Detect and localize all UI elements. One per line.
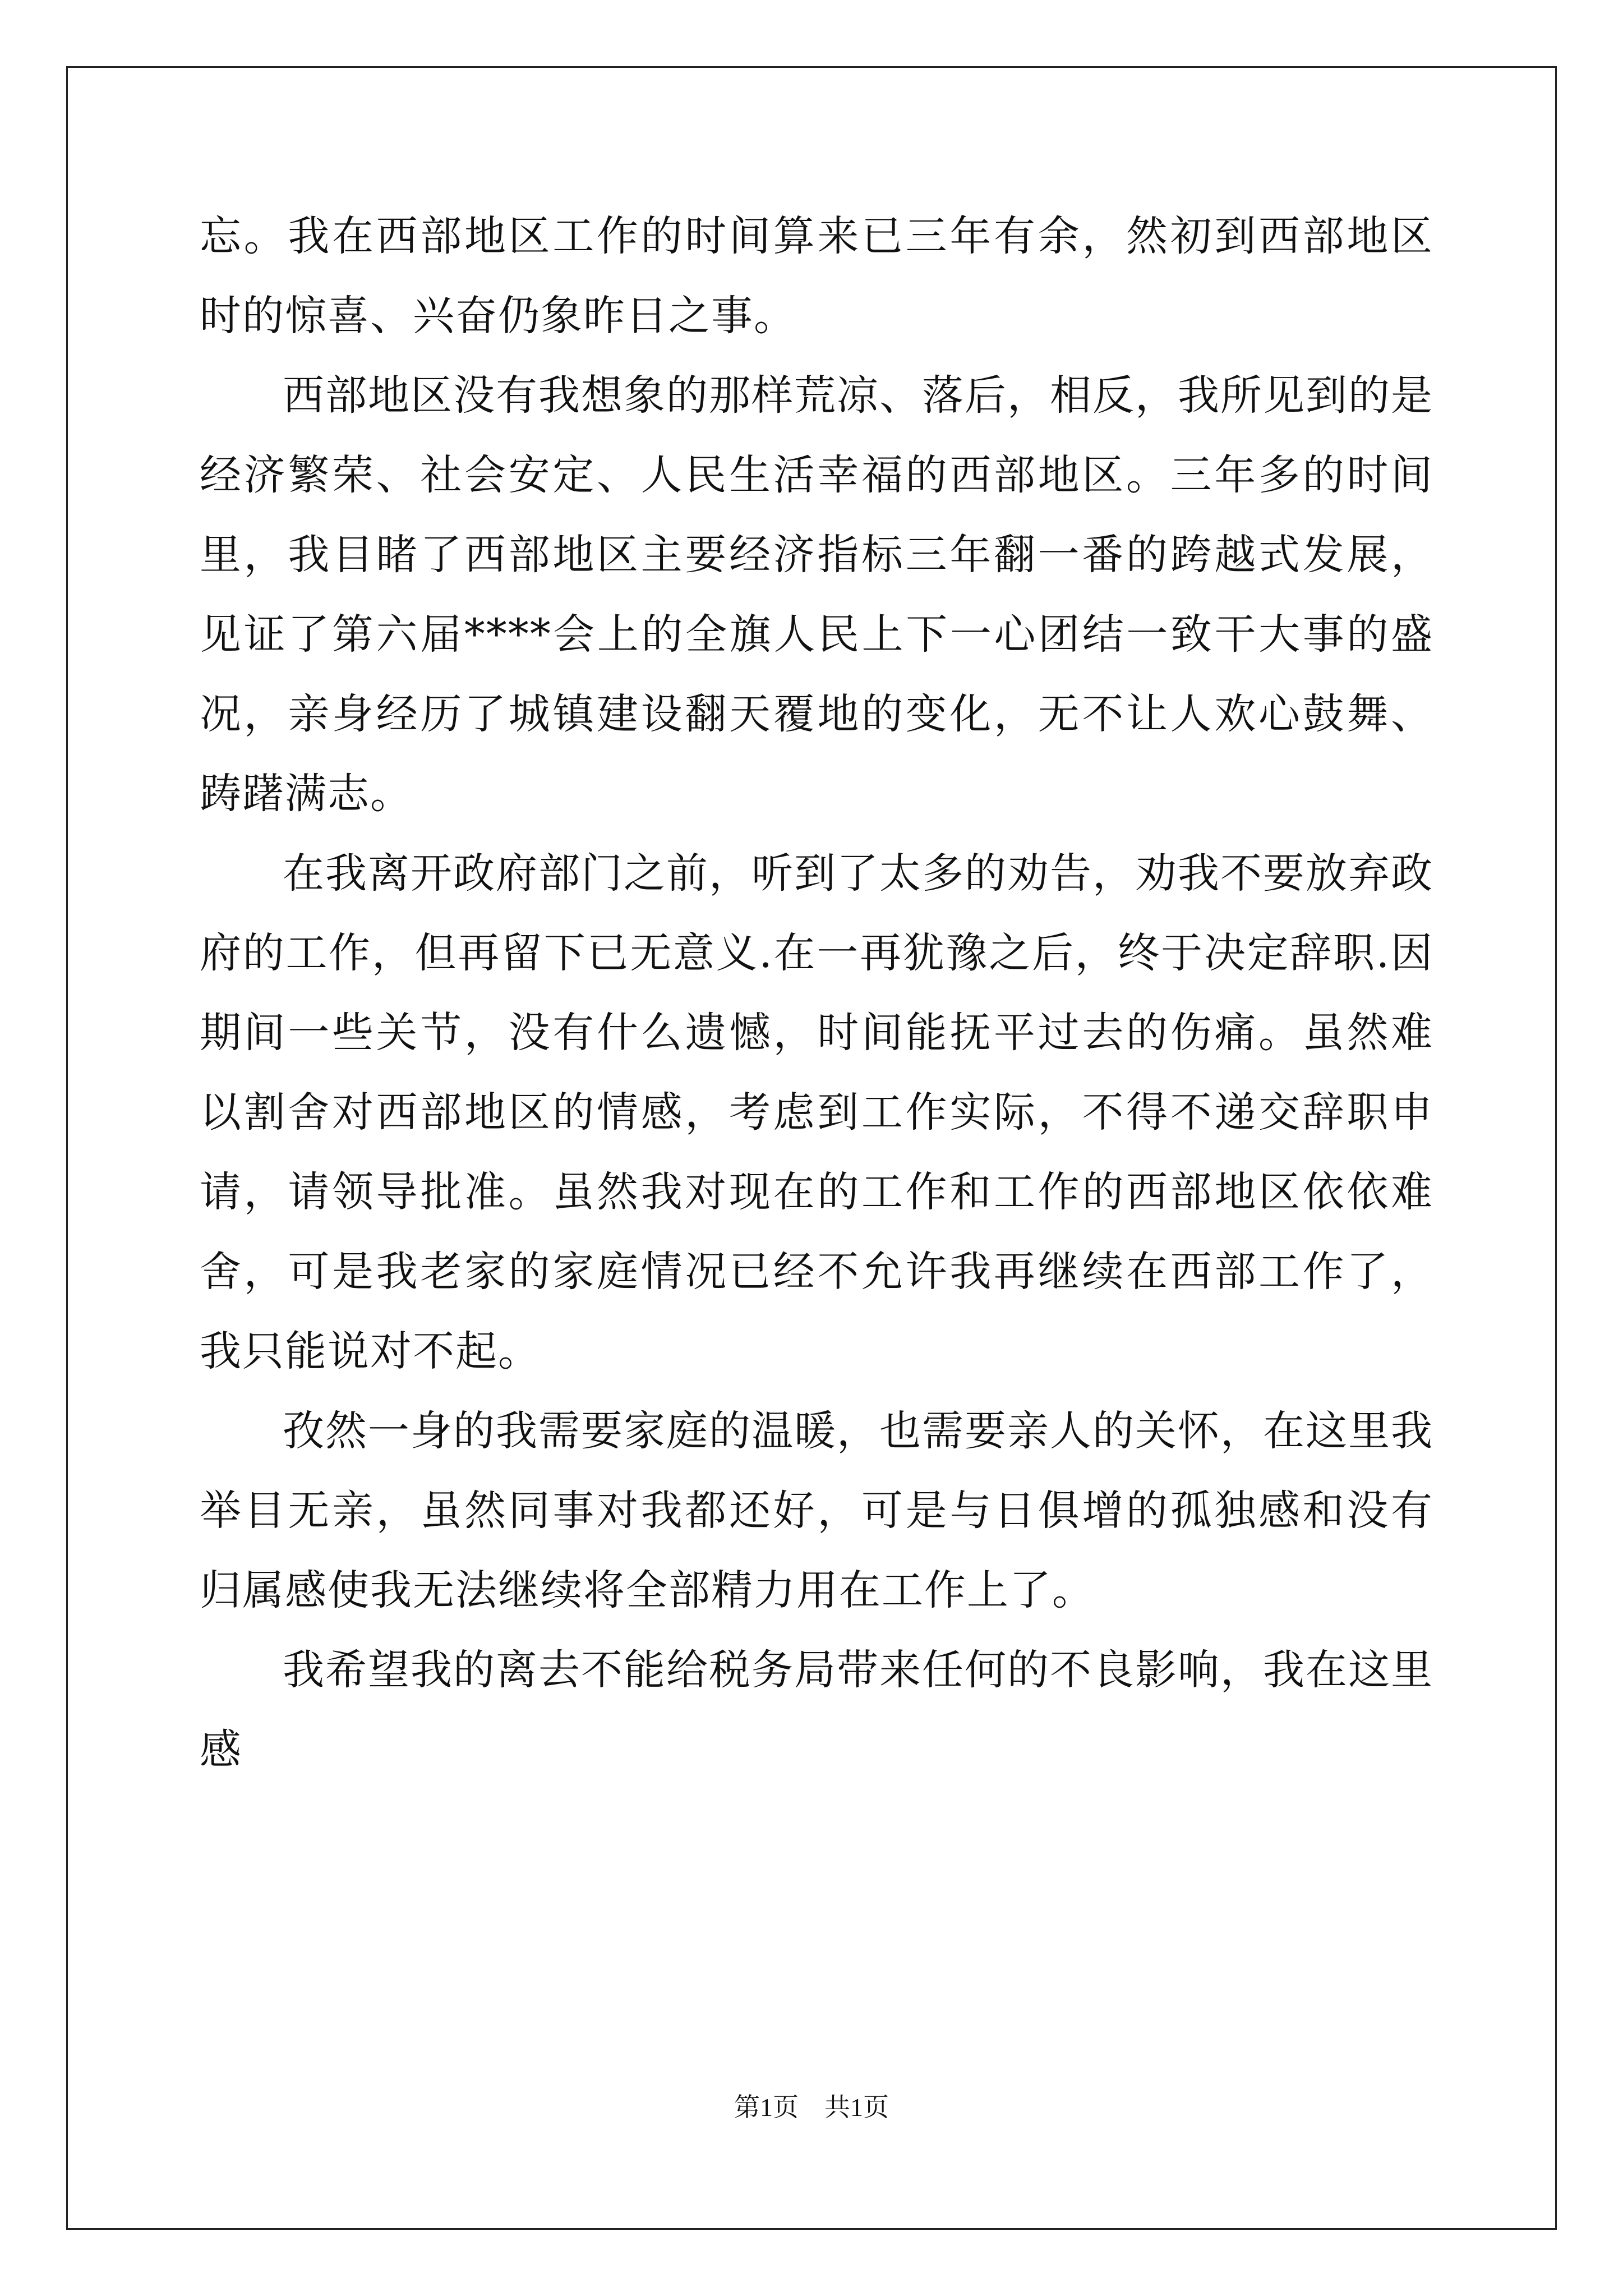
paragraph-4: 孜然一身的我需要家庭的温暖，也需要亲人的关怀，在这里我举目无亲，虽然同事对我都还好，可是与日俱增的孤独感和没有归属感使我无法继续将全部精力用在工作上了。 <box>200 1407 1433 1614</box>
page-number: 第1页 <box>734 2093 799 2122</box>
page-total: 共1页 <box>824 2093 889 2122</box>
document-body <box>200 196 1433 1789</box>
paragraph-2: 西部地区没有我想象的那样荒凉、落后，相反，我所见到的是经济繁荣、社会安定、人民生活幸福的西部地区。三年多的时间里，我目睹了西部地区主要经济指标三年翻一番的跨越式发展，见证了第六届****会上的全旗人民上下一心团结一致干大事的盛况，亲身经历了城镇建设翻天覆地的变化，无不让人欢心鼓舞、踌躇满志。 <box>200 371 1433 818</box>
paragraph-1: 忘。我在西部地区工作的时间算来已三年有余，然初到西部地区时的惊喜、兴奋仍象昨日之事。 <box>200 212 1433 340</box>
page-footer <box>0 2091 1623 2124</box>
paragraph-3: 在我离开政府部门之前，听到了太多的劝告，劝我不要放弃政府的工作，但再留下已无意义.在一再犹豫之后，终于决定辞职.因期间一些关节，没有什么遗憾，时间能抚平过去的伤痛。虽然难以割舍对西部地区的情感，考虑到工作实际，不得不递交辞职申请，请领导批准。虽然我对现在的工作和工作的西部地区依依难舍，可是我老家的家庭情况已经不允许我再继续在西部工作了，我只能说对不起。 <box>200 849 1433 1375</box>
paragraph-5: 我希望我的离去不能给税务局带来任何的不良影响，我在这里感 <box>200 1646 1433 1774</box>
